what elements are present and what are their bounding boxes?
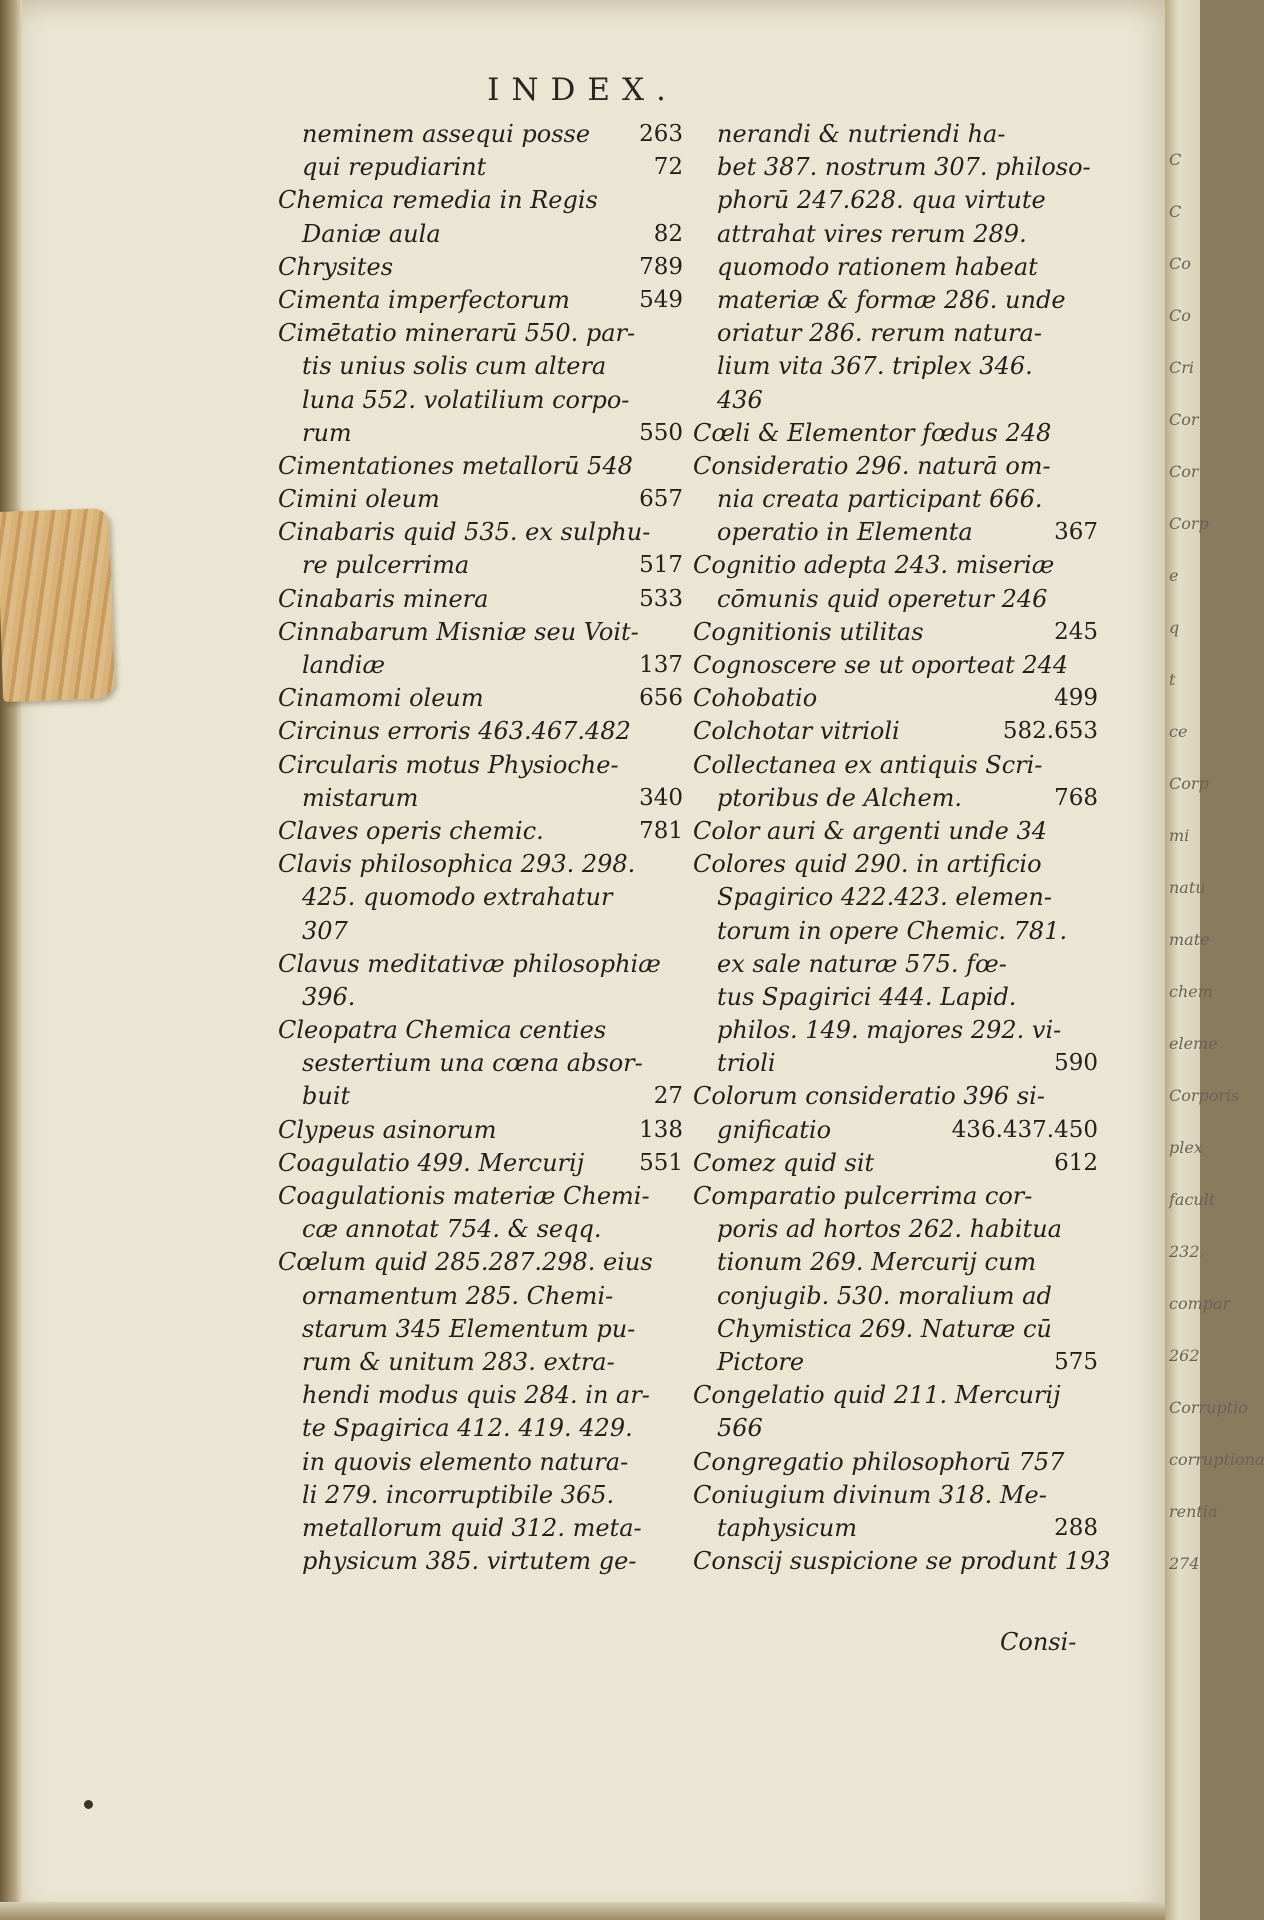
index-entry-text: 566	[717, 1414, 763, 1443]
index-entry-line	[693, 384, 1098, 417]
index-entry-text: tus Spagirici 444. Lapid.	[717, 982, 1017, 1011]
index-entry-line	[693, 317, 1098, 350]
index-entry-line	[693, 450, 1098, 483]
index-entry-line	[278, 1346, 683, 1379]
adjacent-page-fragment: chem	[1169, 982, 1213, 1001]
index-entry-line	[278, 1379, 683, 1412]
adjacent-page-fragment: eleme	[1169, 1034, 1218, 1053]
adjacent-page-fragment: Cor	[1169, 462, 1199, 481]
index-entry-line	[278, 1246, 683, 1279]
index-entry-text: Cœli & Elementor fœdus 248	[693, 418, 1052, 447]
index-entry-text: Spagirico 422.423. elemen-	[717, 883, 1052, 912]
index-entry-text: Cleopatra Chemica centies	[278, 1016, 607, 1045]
index-entry-page-number: 137	[639, 652, 683, 678]
index-entry-text: gnificatio	[717, 1115, 832, 1144]
index-column-right	[693, 118, 1111, 1578]
index-entry-line	[693, 715, 1098, 748]
index-entry-page-number: 245	[1054, 618, 1098, 645]
index-entry-text: bet 387. nostrum 307. philoso-	[717, 153, 1091, 182]
index-entry-text: Colchotar vitrioli	[693, 717, 900, 746]
index-entry-line	[278, 317, 683, 350]
index-entry-line	[278, 1479, 683, 1512]
index-entry-text: tionum 269. Mercurij cum	[717, 1248, 1037, 1277]
index-entry-text: Congregatio philosophorū 757	[693, 1447, 1065, 1476]
catchword: Consi-	[1000, 1628, 1077, 1656]
index-entry-line	[278, 118, 683, 151]
index-entry-line	[693, 549, 1098, 582]
index-entry-text: hendi modus quis 284. in ar-	[302, 1381, 650, 1410]
index-entry-line	[278, 151, 683, 184]
adjacent-page-fragment: ce	[1169, 722, 1188, 741]
index-entry-line	[278, 682, 683, 715]
index-entry-line	[693, 1114, 1098, 1147]
adjacent-page-fragment: mate	[1169, 930, 1210, 949]
index-entry-page-number: 82	[653, 220, 683, 247]
adjacent-page-fragment: facult	[1169, 1190, 1216, 1209]
index-entry-text: Cœlum quid 285.287.298. eius	[278, 1248, 653, 1277]
index-entry-line	[693, 1213, 1098, 1246]
adjacent-page-fragment: mi	[1169, 826, 1190, 845]
index-entry-text: Cinabaris minera	[278, 584, 489, 613]
index-entry-text: Cimenta imperfectorum	[278, 285, 570, 314]
adjacent-page-fragment: Cri	[1169, 358, 1195, 377]
index-entry-line	[278, 715, 683, 748]
index-entry-line	[278, 251, 683, 284]
adjacent-page-fragment: compar	[1169, 1294, 1231, 1313]
index-entry-text: oriatur 286. rerum natura-	[717, 319, 1042, 348]
index-entry-text: 396.	[302, 982, 356, 1011]
index-entry-line	[693, 616, 1098, 649]
index-entry-text: poris ad hortos 262. habitua	[717, 1215, 1062, 1244]
index-entry-line	[693, 1180, 1098, 1213]
index-entry-line	[693, 417, 1098, 450]
index-entry-line	[278, 483, 683, 516]
index-entry-text: taphysicum	[717, 1513, 857, 1542]
index-entry-text: ornamentum 285. Chemi-	[302, 1281, 614, 1310]
index-entry-page-number: 789	[639, 253, 683, 280]
index-entry-line	[693, 1080, 1098, 1113]
index-entry-page-number: 517	[639, 552, 683, 579]
index-entry-line	[278, 749, 683, 782]
index-entry-text: nerandi & nutriendi ha-	[717, 120, 1006, 148]
index-entry-text: cōmunis quid operetur 246	[717, 584, 1048, 613]
index-entry-text: materiæ & formæ 286. unde	[717, 285, 1066, 314]
index-entry-text: quomodo rationem habeat	[717, 252, 1038, 281]
index-entry-text: Cinnabarum Misniæ seu Voit-	[278, 617, 639, 646]
index-entry-line	[693, 118, 1098, 151]
index-entry-text: metallorum quid 312. meta-	[302, 1513, 642, 1542]
index-entry-line	[278, 350, 683, 383]
index-entry-line	[693, 151, 1098, 184]
adjacent-page-fragment: Co	[1169, 306, 1191, 325]
adjacent-page-fragment: 262	[1169, 1346, 1200, 1365]
index-entry-line	[278, 1180, 683, 1213]
index-entry-text: 436	[717, 385, 763, 414]
index-entry-text: ex sale naturæ 575. fœ-	[717, 949, 1007, 978]
index-entry-page-number: 499	[1054, 685, 1098, 712]
index-entry-text: Coniugium divinum 318. Me-	[693, 1480, 1047, 1509]
index-entry-text: operatio in Elementa	[717, 518, 973, 547]
index-entry-line	[693, 516, 1098, 549]
index-entry-text: Consideratio 296. naturā om-	[693, 451, 1051, 480]
adjacent-page-fragment: Corp	[1169, 514, 1209, 533]
index-entry-page-number: 340	[639, 784, 683, 811]
index-entry-line	[278, 583, 683, 616]
index-entry-text: conjugib. 530. moralium ad	[717, 1281, 1052, 1310]
index-entry-page-number: 590	[1054, 1050, 1098, 1077]
index-entry-line	[693, 848, 1098, 881]
index-entry-page-number: 550	[639, 419, 683, 446]
index-entry-line	[278, 649, 683, 682]
index-entry-text: starum 345 Elementum pu-	[302, 1314, 636, 1343]
index-entry-line	[278, 417, 683, 450]
index-entry-page-number: 582.653	[1002, 718, 1098, 745]
index-entry-page-number: 436.437.450	[951, 1116, 1098, 1143]
index-entry-text: Comparatio pulcerrima cor-	[693, 1182, 1033, 1210]
index-entry-line	[278, 1213, 683, 1246]
index-entry-page-number: 551	[639, 1149, 683, 1176]
index-entry-text: Cognitio adepta 243. miseriæ	[693, 551, 1055, 580]
index-entry-text: tis unius solis cum altera	[302, 352, 607, 381]
index-entry-line	[693, 881, 1098, 914]
index-entry-text: Coagulationis materiæ Chemi-	[278, 1182, 650, 1210]
index-entry-text: li 279. incorruptibile 365.	[302, 1480, 615, 1509]
index-entry-text: mistarum	[302, 783, 419, 812]
adjacent-page-fragment: Cor	[1169, 410, 1199, 429]
index-entry-text: Chymistica 269. Naturæ cū	[717, 1314, 1052, 1343]
index-entry-text: Congelatio quid 211. Mercurij	[693, 1381, 1061, 1410]
index-entry-line	[693, 649, 1098, 682]
index-entry-text: landiæ	[302, 651, 386, 679]
adjacent-page-fragment: q	[1169, 618, 1180, 637]
index-entry-page-number: 657	[639, 486, 683, 513]
index-entry-line	[693, 184, 1098, 217]
adjacent-page-fragment: 232.	[1169, 1242, 1205, 1261]
index-entry-text: te Spagirica 412. 419. 429.	[302, 1414, 633, 1443]
index-entry-text: Chrysites	[278, 252, 394, 281]
index-entry-page-number: 575	[1054, 1348, 1098, 1375]
index-entry-line	[693, 1379, 1098, 1412]
index-entry-line	[693, 981, 1098, 1014]
index-entry-line	[278, 981, 683, 1014]
index-entry-line	[278, 848, 683, 881]
index-entry-text: Conscij suspicione se produnt 193	[693, 1547, 1111, 1576]
index-entry-page-number: 263	[639, 121, 683, 147]
index-entry-text: Cimētatio minerarū 550. par-	[278, 319, 636, 348]
index-entry-text: philos. 149. majores 292. vi-	[717, 1016, 1062, 1045]
index-entry-text: Coagulatio 499. Mercurij	[278, 1148, 585, 1177]
index-entry-text: Clavus meditativæ philosophiæ	[278, 949, 661, 978]
index-entry-line	[278, 549, 683, 582]
index-entry-text: Cinamomi oleum	[278, 684, 484, 713]
index-entry-text: in quovis elemento natura-	[302, 1447, 629, 1476]
index-entry-line	[278, 881, 683, 914]
index-entry-line	[693, 218, 1098, 251]
index-entry-page-number: 138	[639, 1116, 683, 1143]
index-entry-line	[693, 1346, 1098, 1379]
index-entry-line	[278, 616, 683, 649]
adjacent-page-fragment: plex	[1169, 1138, 1203, 1157]
index-entry-text: 425. quomodo extrahatur	[302, 883, 613, 912]
index-entry-line	[278, 1545, 683, 1578]
index-entry-text: Cognitionis utilitas	[693, 617, 924, 646]
index-entry-page-number: 533	[639, 585, 683, 612]
index-entry-text: neminem assequi posse	[302, 120, 591, 148]
adjacent-page-fragment: e	[1169, 566, 1179, 585]
index-entry-text: Collectanea ex antiquis Scri-	[693, 750, 1043, 779]
index-entry-text: cæ annotat 754. & seqq.	[302, 1215, 602, 1244]
index-entry-line	[693, 1313, 1098, 1346]
index-entry-line	[278, 915, 683, 948]
index-entry-line	[278, 1047, 683, 1080]
index-entry-line	[278, 1014, 683, 1047]
adjacent-page-fragment: C	[1169, 202, 1182, 221]
index-entry-line	[278, 516, 683, 549]
wooden-bookmark-tab	[0, 508, 115, 702]
index-entry-line	[693, 583, 1098, 616]
index-entry-line	[278, 815, 683, 848]
index-entry-line	[278, 1512, 683, 1545]
index-entry-text: 307	[302, 916, 348, 945]
index-entry-text: trioli	[717, 1049, 776, 1078]
index-entry-line	[278, 1313, 683, 1346]
index-entry-text: rum & unitum 283. extra-	[302, 1347, 615, 1376]
index-entry-line	[693, 915, 1098, 948]
index-entry-line	[693, 749, 1098, 782]
index-entry-line	[693, 1047, 1098, 1080]
index-entry-line	[693, 1512, 1098, 1545]
adjacent-page-fragment: natu	[1169, 878, 1206, 897]
index-entry-line	[278, 218, 683, 251]
adjacent-page-fragment: Corruptio	[1169, 1398, 1248, 1417]
adjacent-page-fragment: t	[1169, 670, 1176, 689]
index-entry-text: Daniæ aula	[302, 219, 441, 248]
index-entry-line	[693, 1280, 1098, 1313]
index-entry-text: buit	[302, 1082, 351, 1111]
index-entry-page-number: 288	[1054, 1514, 1098, 1541]
index-entry-text: Cognoscere se ut oporteat 244	[693, 651, 1069, 679]
index-entry-line	[693, 1479, 1098, 1512]
index-entry-text: nia creata participant 666.	[717, 485, 1043, 514]
index-entry-page-number: 27	[653, 1083, 683, 1110]
index-entry-text: Cimini oleum	[278, 485, 440, 514]
index-entry-text: attrahat vires rerum 289.	[717, 219, 1027, 248]
index-entry-line	[693, 1147, 1098, 1180]
index-entry-line	[278, 1114, 683, 1147]
index-entry-line	[278, 384, 683, 417]
index-entry-line	[693, 682, 1098, 715]
index-entry-line	[693, 1545, 1111, 1578]
index-entry-text: Cimentationes metallorū 548	[278, 451, 633, 480]
index-entry-line	[693, 948, 1098, 981]
index-entry-line	[693, 483, 1098, 516]
adjacent-page-fragment: rentia	[1169, 1502, 1218, 1521]
index-entry-line	[693, 1446, 1098, 1479]
index-entry-line	[278, 1280, 683, 1313]
adjacent-page-edge	[1165, 0, 1264, 1920]
index-entry-text: ptoribus de Alchem.	[717, 783, 963, 812]
index-entry-text: rum	[302, 418, 352, 447]
index-entry-text: sestertium una cœna absor-	[302, 1049, 643, 1078]
index-entry-text: Cohobatio	[693, 684, 818, 713]
adjacent-page-fragment: Corporis	[1169, 1086, 1240, 1105]
page-bottom-edge	[0, 1902, 1165, 1920]
index-entry-line	[693, 350, 1098, 383]
index-entry-text: Clypeus asinorum	[278, 1115, 497, 1144]
index-entry-text: Colorum consideratio 396 si-	[693, 1082, 1045, 1111]
index-entry-page-number: 768	[1054, 784, 1098, 811]
adjacent-page-fragment: Co	[1169, 254, 1191, 273]
index-entry-line	[278, 284, 683, 317]
index-entry-text: physicum 385. virtutem ge-	[302, 1547, 637, 1576]
page-gutter-shadow	[0, 0, 22, 1920]
index-entry-text: qui repudiarint	[302, 153, 487, 182]
index-entry-line	[278, 782, 683, 815]
adjacent-page-fragment: corruptiona	[1169, 1450, 1264, 1469]
index-entry-line	[693, 782, 1098, 815]
index-entry-page-number: 612	[1054, 1149, 1098, 1176]
index-entry-line	[693, 284, 1098, 317]
index-entry-page-number: 367	[1054, 519, 1098, 546]
index-entry-text: Comez quid sit	[693, 1148, 875, 1177]
index-entry-page-number: 781	[639, 817, 683, 844]
index-entry-page-number: 72	[653, 154, 683, 181]
index-entry-line	[278, 1147, 683, 1180]
index-entry-page-number: 656	[639, 685, 683, 712]
index-entry-text: Chemica remedia in Regis	[278, 186, 598, 215]
index-entry-text: phorū 247.628. qua virtute	[717, 186, 1046, 215]
adjacent-page-fragment: C	[1169, 150, 1182, 169]
index-entry-line	[693, 1412, 1098, 1445]
index-column-left	[278, 118, 683, 1578]
index-entry-line	[693, 1014, 1098, 1047]
index-entry-text: Clavis philosophica 293. 298.	[278, 850, 636, 879]
index-entry-text: luna 552. volatilium corpo-	[302, 385, 630, 414]
index-entry-text: Pictore	[717, 1347, 805, 1376]
index-entry-line	[278, 450, 683, 483]
index-entry-text: Cinabaris quid 535. ex sulphu-	[278, 518, 651, 547]
ink-spot	[84, 1800, 93, 1809]
index-entry-line	[278, 1412, 683, 1445]
index-entry-line	[278, 1080, 683, 1113]
index-entry-text: Circinus erroris 463.467.482	[278, 717, 631, 746]
index-entry-line	[278, 948, 683, 981]
index-entry-text: re pulcerrima	[302, 551, 470, 580]
index-entry-text: Circularis motus Physioche-	[278, 750, 619, 779]
index-entry-line	[693, 251, 1098, 284]
index-entry-line	[278, 184, 683, 217]
index-entry-line	[278, 1446, 683, 1479]
page-header: INDEX.	[487, 72, 678, 108]
adjacent-page-fragment: Corp	[1169, 774, 1209, 793]
index-entry-text: torum in opere Chemic. 781.	[717, 916, 1068, 945]
index-entry-text: Colores quid 290. in artificio	[693, 850, 1042, 879]
index-entry-line	[693, 815, 1098, 848]
index-entry-text: Claves operis chemic.	[278, 816, 544, 845]
index-entry-line	[693, 1246, 1098, 1279]
index-entry-text: Color auri & argenti unde 34	[693, 816, 1047, 845]
index-entry-text: lium vita 367. triplex 346.	[717, 352, 1033, 381]
index-entry-page-number: 549	[639, 286, 683, 313]
adjacent-page-fragment: 274	[1169, 1554, 1200, 1573]
